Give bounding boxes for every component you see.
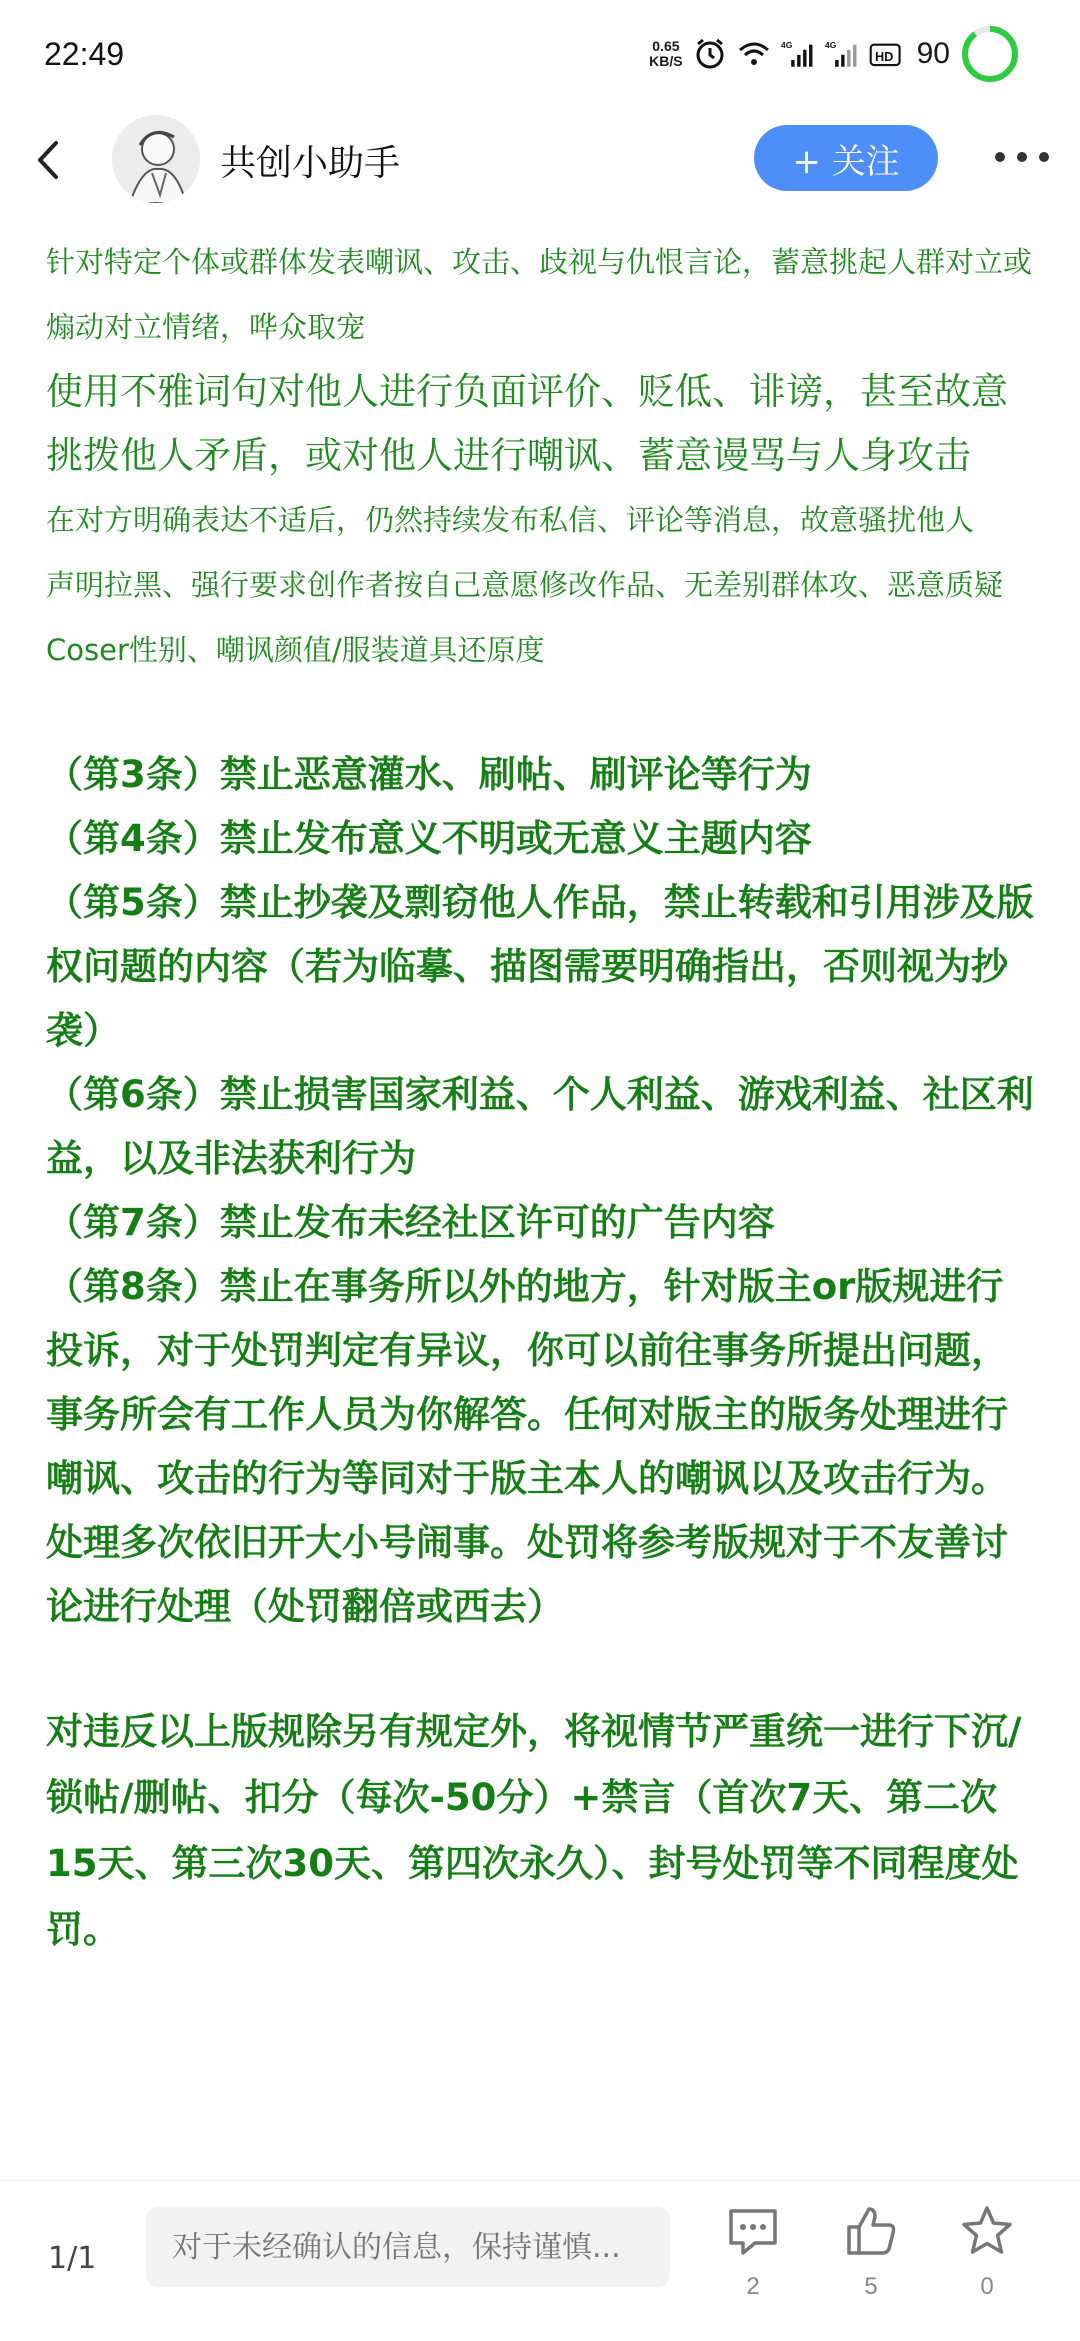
- rule-item: （第8条）禁止在事务所以外的地方，针对版主or版规进行投诉，对于处罚判定有异议，你可以前往事务所提出问题，事务所会有工作人员为你解答。任何对版主的版务处理进行嘲讽、攻击的行为等同对于版主本人的嘲讽以及攻击行为。处理多次依旧开大小号闹事。处罚将参考版规对于不友善讨论进行处理（处罚翻倍或西去）: [46, 1265, 1008, 1628]
- paragraph: 使用不雅词句对他人进行负面评价、贬低、诽谤，甚至故意挑拨他人矛盾，或对他人进行嘲讽、蓄意谩骂与人身攻击: [46, 370, 1008, 477]
- alarm-icon: [693, 37, 727, 71]
- rule-item: （第7条）禁止发布未经社区许可的广告内容: [46, 1201, 775, 1244]
- svg-text:HD: HD: [874, 48, 893, 64]
- rule-item: （第5条）禁止抄袭及剽窃他人作品，禁止转载和引用涉及版权问题的内容（若为临摹、描图需要明确指出，否则视为抄袭）: [46, 881, 1034, 1052]
- status-bar: [0, 0, 1080, 115]
- comment-button[interactable]: [718, 2203, 788, 2323]
- like-count: 5: [864, 2273, 878, 2300]
- follow-button[interactable]: + 关注: [754, 125, 938, 191]
- signal-icon-2: [825, 37, 859, 71]
- paragraph: 声明拉黑、强行要求创作者按自己意愿修改作品、无差别群体攻、恶意质疑Coser性别、嘲讽颜值/服装道具还原度: [46, 568, 1004, 667]
- rule-item: （第6条）禁止损害国家利益、个人利益、游戏利益、社区利益，以及非法获利行为: [46, 1073, 1034, 1180]
- svg-text:4G: 4G: [824, 40, 836, 51]
- avatar-illustration-icon: [112, 115, 200, 203]
- status-icons: [649, 24, 1020, 84]
- back-arrow-icon[interactable]: [30, 137, 70, 183]
- hd-voice-icon: [869, 37, 903, 71]
- favorite-count: 0: [980, 2273, 994, 2300]
- page-indicator: 1/1: [48, 2241, 97, 2276]
- paragraph: 在对方明确表达不适后，仍然持续发布私信、评论等消息，故意骚扰他人: [46, 503, 975, 537]
- more-options-icon[interactable]: [992, 147, 1052, 167]
- signal-icon-1: [781, 37, 815, 71]
- avatar[interactable]: [112, 115, 200, 203]
- comment-input[interactable]: [146, 2207, 670, 2287]
- wifi-icon: [737, 37, 771, 71]
- favorite-button[interactable]: [952, 2203, 1022, 2323]
- comment-count: 2: [746, 2273, 760, 2300]
- like-button[interactable]: [836, 2203, 906, 2323]
- star-icon: [959, 2203, 1015, 2259]
- rule-item: （第4条）禁止发布意义不明或无意义主题内容: [46, 817, 812, 860]
- net-speed: 0.65 KB/S: [649, 38, 683, 69]
- clock: 22:49: [44, 36, 125, 72]
- comment-icon: [725, 2203, 781, 2259]
- post-content: [46, 230, 1036, 1963]
- post-header: [0, 115, 1080, 205]
- thumbs-up-icon: [843, 2203, 899, 2259]
- svg-text:4G: 4G: [780, 40, 792, 51]
- battery-level: 90: [916, 37, 950, 70]
- bottom-action-bar: [0, 2180, 1080, 2341]
- battery-ring-icon: [960, 24, 1020, 84]
- paragraph: 针对特定个体或群体发表嘲讽、攻击、歧视与仇恨言论，蓄意挑起人群对立或煽动对立情绪，哗众取宠: [46, 245, 1033, 344]
- rule-item: （第3条）禁止恶意灌水、刷帖、刷评论等行为: [46, 753, 812, 796]
- penalty-text: 对违反以上版规除另有规定外，将视情节严重统一进行下沉/锁帖/删帖、扣分（每次-50分）+禁言（首次7天、第二次15天、第三次30天、第四次永久）、封号处罚等不同程度处罚。: [46, 1710, 1022, 1951]
- username[interactable]: 共创小助手: [220, 143, 401, 184]
- spacer: [46, 1639, 1036, 1699]
- spacer: [46, 683, 1036, 743]
